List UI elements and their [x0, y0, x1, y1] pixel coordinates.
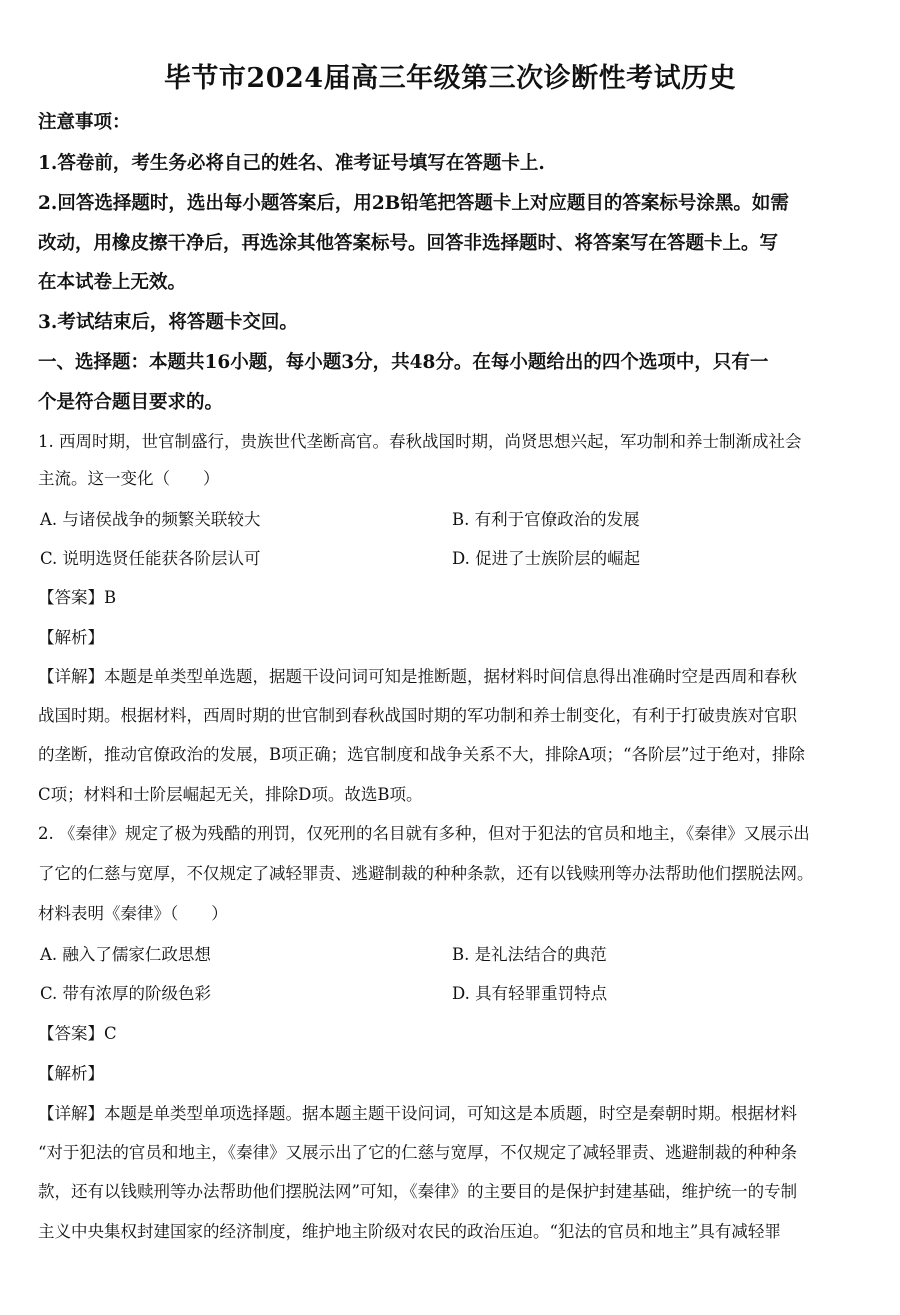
q1-option-b: B. 有利于官僚政治的发展 [452, 510, 640, 529]
q1-option-c: C. 说明选贤任能获各阶层认可 [40, 549, 261, 568]
notice-item-2-line-1: 2.回答选择题时，选出每小题答案后，用2B铅笔把答题卡上对应题目的答案标号涂黑。如需 [38, 193, 789, 214]
q2-option-c: C. 带有浓厚的阶级色彩 [40, 984, 212, 1003]
q1-analysis-label: 【解析】 [38, 628, 104, 647]
q2-option-d: D. 具有轻罪重罚特点 [452, 984, 608, 1003]
q1-detail-line-3: 的垄断，推动官僚政治的发展，B项正确；选官制度和战争关系不大，排除A项；“各阶层”过于绝对，排除 [38, 745, 805, 764]
page-title: 毕节市2024届高三年级第三次诊断性考试历史 [163, 63, 737, 94]
notice-heading: 注意事项： [38, 112, 131, 133]
q1-detail-line-4: C项；材料和士阶层崛起无关，排除D项。故选B项。 [38, 785, 423, 804]
q2-stem-line-1: 2. 《秦律》规定了极为残酷的刑罚，仅死刑的名目就有多种，但对于犯法的官员和地主，《秦律》又展示出 [38, 824, 810, 843]
q2-detail-line-1: 【详解】本题是单类型单项选择题。据本题主题干设问词，可知这是本质题，时空是秦朝时期。根据材料 [38, 1104, 797, 1123]
q1-detail-line-1: 【详解】本题是单类型单选题，据题干设问词可知是推断题，据材料时间信息得出准确时空是西周和春秋 [38, 667, 797, 686]
notice-item-2-line-2: 改动，用橡皮擦干净后，再选涂其他答案标号。回答非选择题时、将答案写在答题卡上。写 [38, 233, 779, 254]
q2-analysis-label: 【解析】 [38, 1064, 104, 1083]
notice-item-3: 3.考试结束后，将答题卡交回。 [38, 312, 298, 333]
q2-answer: 【答案】C [38, 1024, 117, 1043]
q2-detail-line-3: 款，还有以钱赎刑等办法帮助他们摆脱法网”可知，《秦律》的主要目的是保护封建基础，维护统一的专制 [38, 1182, 798, 1201]
q2-stem-line-3: 材料表明《秦律》（ ） [38, 904, 228, 923]
q1-stem-line-1: 1. 西周时期，世官制盛行，贵族世代垄断高官。春秋战国时期，尚贤思想兴起，军功制和养士制渐成社会 [38, 432, 802, 451]
q1-stem-line-2: 主流。这一变化（ ） [38, 469, 220, 488]
q1-detail-line-2: 战国时期。根据材料，西周时期的世官制到春秋战国时期的军功制和养士制变化，有利于打破贵族对官职 [38, 706, 797, 725]
section-heading-line-1: 一、选择题：本题共16小题，每小题3分，共48分。在每小题给出的四个选项中，只有一 [38, 352, 769, 373]
q1-option-a: A. 与诸侯战争的频繁关联较大 [40, 510, 261, 529]
notice-item-1: 1.答卷前，考生务必将自己的姓名、准考证号填写在答题卡上. [38, 153, 545, 174]
q2-stem-line-2: 了它的仁慈与宽厚，不仅规定了减轻罪责、逃避制裁的种种条款，还有以钱赎刑等办法帮助他们摆脱法网。 [38, 864, 814, 883]
notice-item-2-line-3: 在本试卷上无效。 [38, 272, 187, 293]
q2-detail-line-4: 主义中央集权封建国家的经济制度，维护地主阶级对农民的政治压迫。“犯法的官员和地主”具有减轻罪 [38, 1222, 781, 1241]
q2-option-a: A. 融入了儒家仁政思想 [40, 945, 211, 964]
section-heading-line-2: 个是符合题目要求的。 [38, 392, 224, 413]
q1-answer: 【答案】B [38, 588, 117, 607]
q1-option-d: D. 促进了士族阶层的崛起 [452, 549, 641, 568]
q2-detail-line-2: “对于犯法的官员和地主，《秦律》又展示出了它的仁慈与宽厚，不仅规定了减轻罪责、逃避制裁的种种条 [38, 1143, 798, 1162]
q2-option-b: B. 是礼法结合的典范 [452, 945, 607, 964]
